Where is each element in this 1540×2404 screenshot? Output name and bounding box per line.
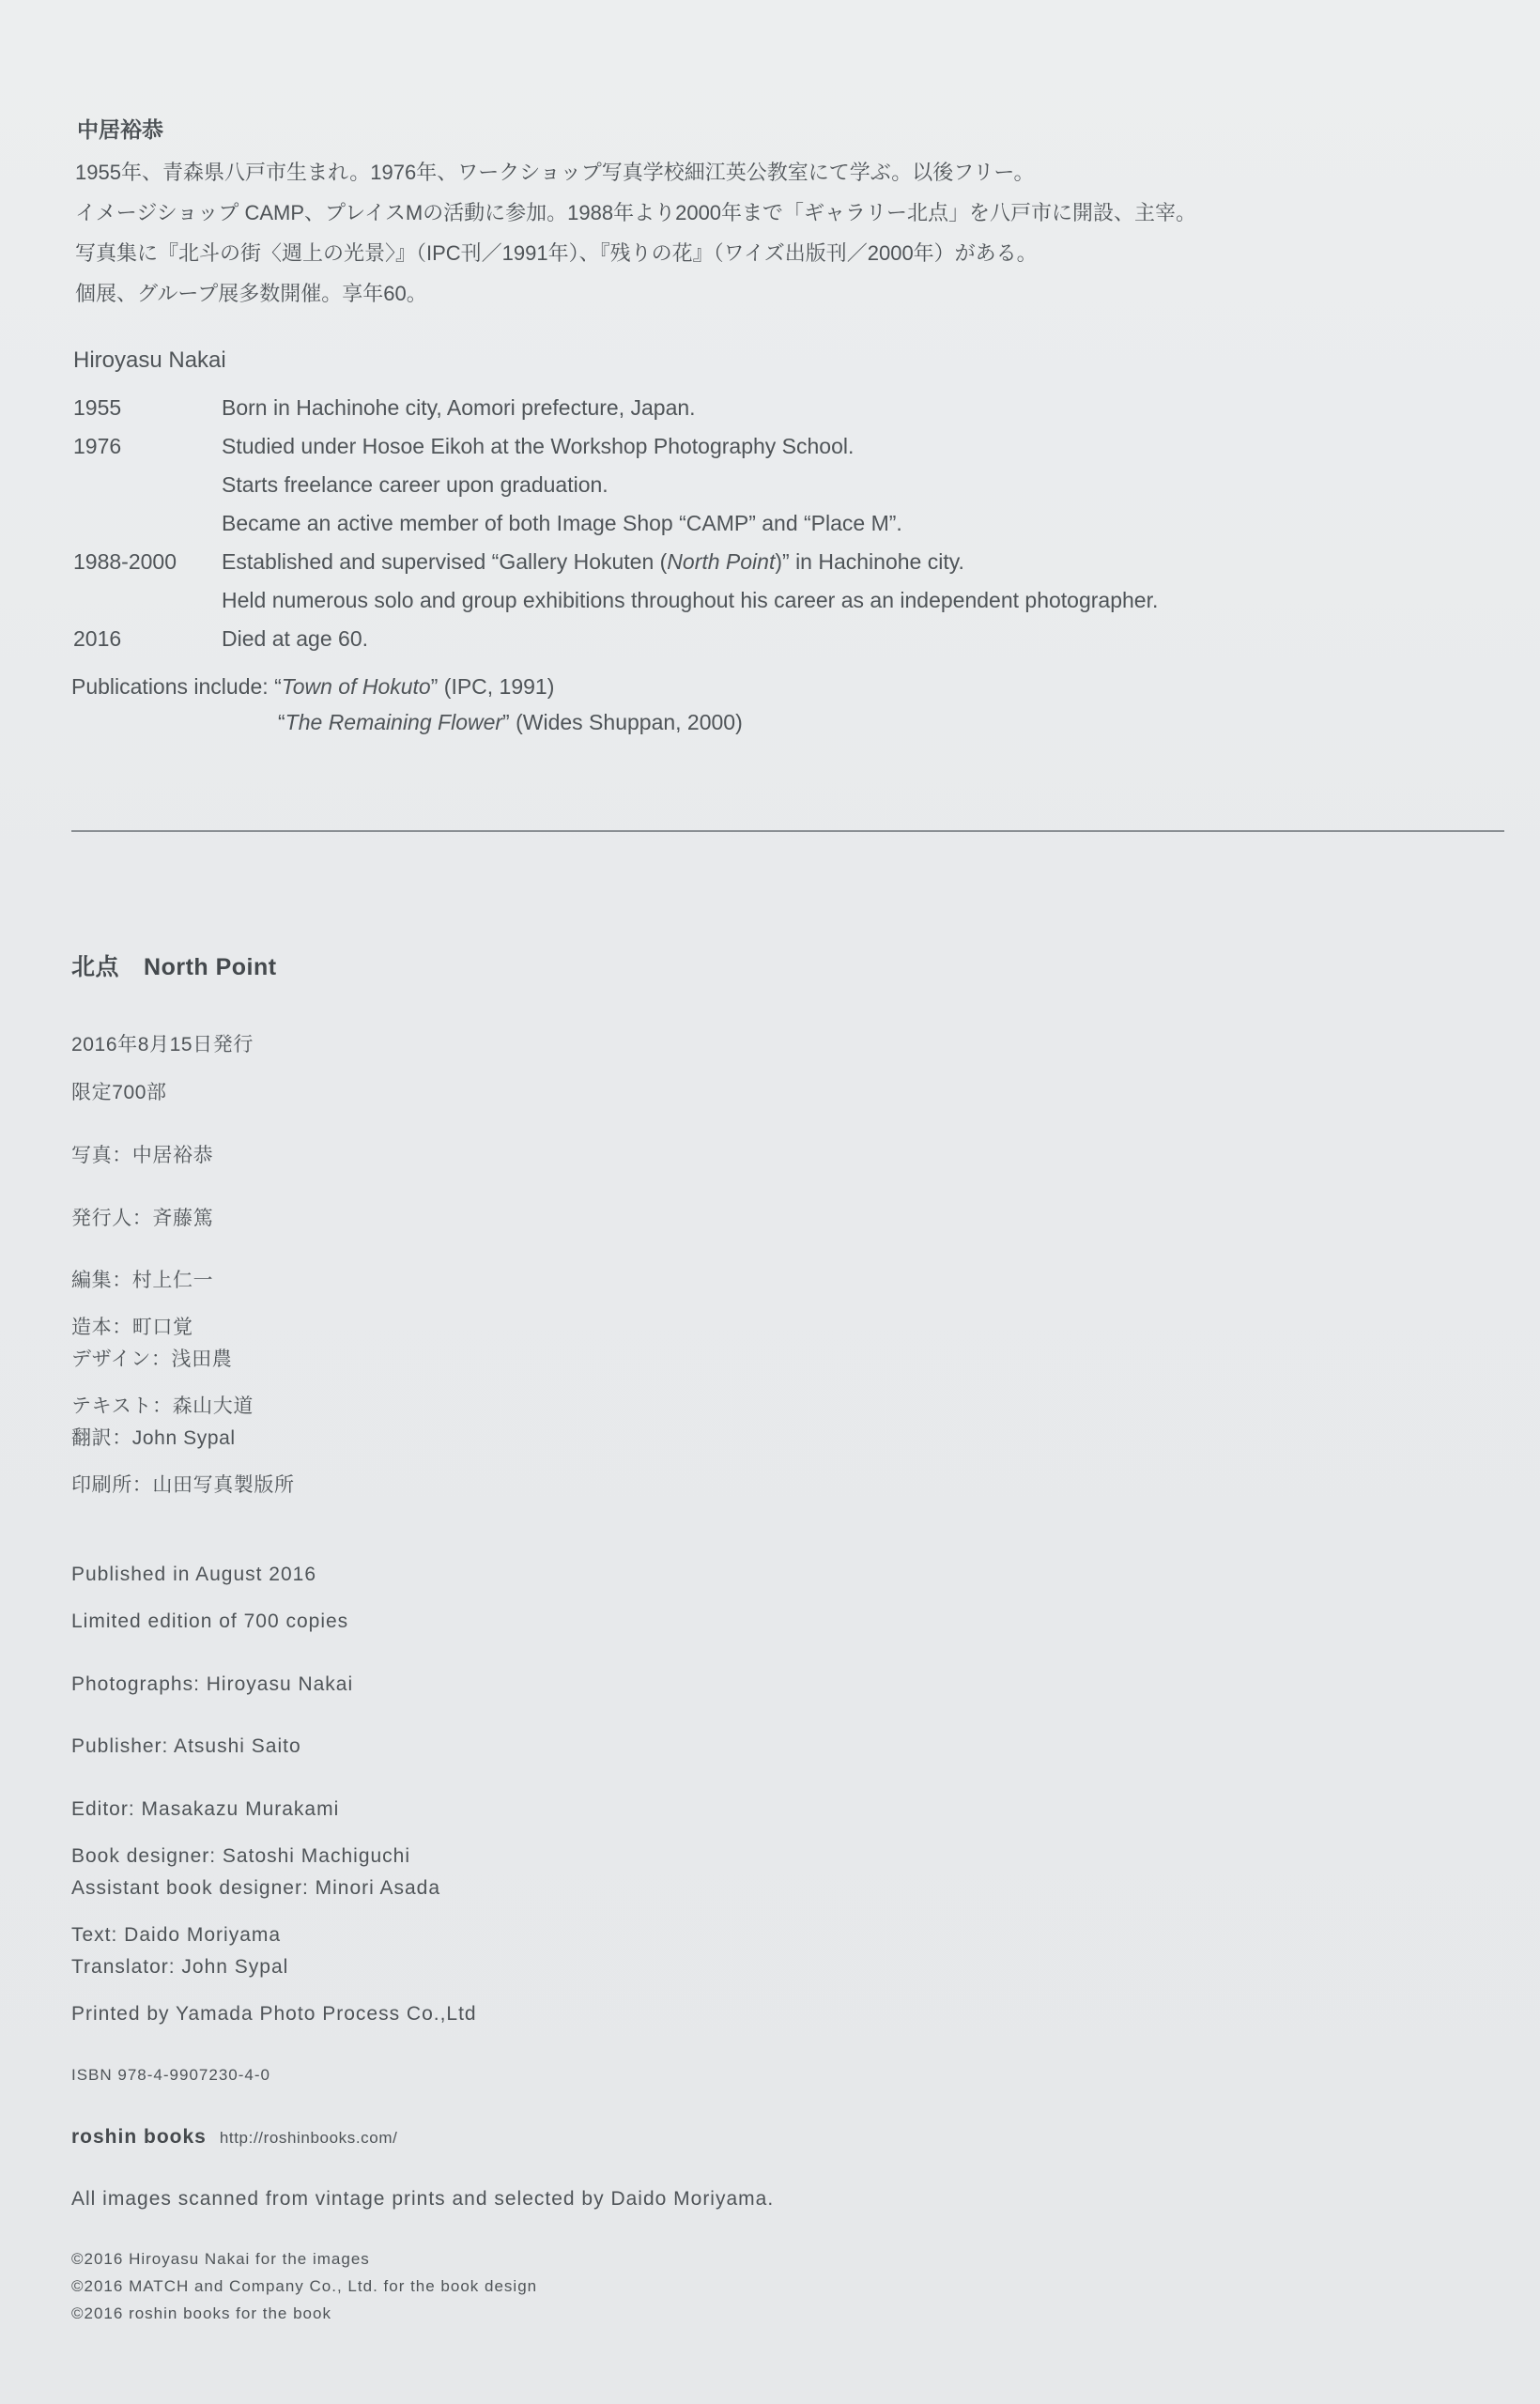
bio-year: 2016 — [73, 626, 122, 651]
colophon-jp-text: テキスト：森山大道 — [71, 1395, 254, 1417]
publication-detail: (IPC, 1991) — [438, 674, 555, 699]
bio-text — [222, 543, 964, 581]
bio-row — [73, 581, 1463, 620]
copyright-line: ©2016 Hiroyasu Nakai for the images — [71, 2250, 370, 2268]
bio-text: Died at age 60. — [222, 626, 369, 651]
publication-item: Publications include: “Town of Hokuto” (IPC, 1991) — [71, 674, 555, 699]
publication-title: Town of Hokuto — [281, 674, 431, 699]
copyright-line: ©2016 roshin books for the book — [71, 2304, 331, 2322]
bio-text: Born in Hachinohe city, Aomori prefecture, Japan. — [222, 395, 696, 420]
bio-year: 1976 — [73, 434, 122, 458]
publisher-brand-line — [71, 2126, 397, 2149]
publications-label: Publications include: — [71, 674, 275, 699]
publication-item: “The Remaining Flower” (Wides Shuppan, 2000) — [278, 710, 743, 734]
bio-row — [73, 427, 1463, 466]
bio-text-part: )” in Hachinohe city. — [775, 549, 964, 574]
colophon-en-assistant-designer: Assistant book designer: Minori Asada — [71, 1877, 441, 1899]
book-title-jp: 北点 — [71, 954, 120, 980]
bio-jp-line: 個展、グループ展多数開催。享年60。 — [75, 282, 427, 305]
bio-jp-name: 中居裕恭 — [77, 117, 163, 142]
bio-row — [73, 543, 1463, 581]
colophon-en-editor: Editor: Masakazu Murakami — [71, 1798, 340, 1820]
bio-text-part: Established and supervised “Gallery Hokuten ( — [222, 549, 668, 574]
gallery-name-italic: North Point — [667, 549, 776, 574]
section-divider — [71, 830, 1504, 832]
bio-jp-line: イメージショップ CAMP、プレイスMの活動に参加。1988年より2000年まで「ギャラリー北点」を八戸市に開設、主宰。 — [75, 201, 1197, 224]
colophon-jp-design: デザイン：浅田農 — [71, 1348, 233, 1370]
bio-row — [73, 389, 1463, 427]
bio-row — [73, 466, 1463, 504]
publisher-url: http://roshinbooks.com/ — [219, 2129, 398, 2147]
bio-jp-line: 写真集に『北斗の街〈週上の光景〉』（IPC刊／1991年）、『残りの花』（ワイズ出版刊／2000年）がある。 — [75, 241, 1038, 265]
colophon-en-edition: Limited edition of 700 copies — [71, 1610, 349, 1632]
colophon-en-text: Text: Daido Moriyama — [71, 1924, 282, 1946]
bio-jp-line: 1955年、青森県八戸市生まれ。1976年、ワークショップ写真学校細江英公教室にて学ぶ。以後フリー。 — [75, 161, 1035, 184]
colophon-jp-publisher: 発行人：斉藤篤 — [71, 1208, 214, 1229]
bio-text: Held numerous solo and group exhibitions throughout his career as an independent photographer. — [222, 588, 1159, 612]
publication-detail: (Wides Shuppan, 2000) — [509, 710, 743, 734]
colophon-jp-editor: 編集：村上仁一 — [71, 1270, 214, 1291]
bio-text: Became an active member of both Image Shop “CAMP” and “Place M”. — [222, 511, 902, 535]
colophon-jp-binding: 造本：町口覚 — [71, 1317, 193, 1338]
bio-text: Studied under Hosoe Eikoh at the Workshop Photography School. — [222, 434, 855, 458]
colophon-jp-printer: 印刷所：山田写真製版所 — [71, 1474, 295, 1496]
isbn: ISBN 978-4-9907230-4-0 — [71, 2066, 270, 2084]
colophon-en-publisher: Publisher: Atsushi Saito — [71, 1735, 301, 1757]
bio-year: 1955 — [73, 395, 122, 420]
colophon-en-photographs: Photographs: Hiroyasu Nakai — [71, 1673, 354, 1695]
bio-text: Starts freelance career upon graduation. — [222, 472, 608, 497]
bio-row — [73, 504, 1463, 543]
bio-en-table — [73, 389, 1463, 658]
bio-year — [73, 466, 222, 504]
colophon-jp-edition: 限定700部 — [71, 1082, 167, 1103]
bio-year — [73, 504, 222, 543]
colophon-en-published: Published in August 2016 — [71, 1564, 317, 1585]
bio-row — [73, 620, 1463, 658]
bio-en-name: Hiroyasu Nakai — [73, 347, 226, 373]
scan-note: All images scanned from vintage prints and selected by Daido Moriyama. — [71, 2188, 775, 2210]
publisher-brand: roshin books — [71, 2126, 207, 2148]
colophon-en-book-designer: Book designer: Satoshi Machiguchi — [71, 1845, 411, 1867]
book-title-en: North Point — [144, 954, 277, 980]
publication-title: The Remaining Flower — [285, 710, 503, 734]
colophon-en-printer: Printed by Yamada Photo Process Co.,Ltd — [71, 2003, 477, 2025]
colophon-jp-photographs: 写真：中居裕恭 — [71, 1145, 214, 1166]
bio-year: 1988-2000 — [73, 549, 177, 574]
colophon-jp-date: 2016年8月15日発行 — [71, 1034, 254, 1056]
colophon-en-translator: Translator: John Sypal — [71, 1956, 289, 1978]
bio-jp-text — [75, 152, 1427, 314]
copyright-line: ©2016 MATCH and Company Co., Ltd. for the book design — [71, 2277, 538, 2295]
colophon-jp-translation: 翻訳：John Sypal — [71, 1427, 236, 1449]
book-title — [71, 948, 277, 982]
bio-year — [73, 581, 222, 620]
publications — [71, 669, 743, 740]
